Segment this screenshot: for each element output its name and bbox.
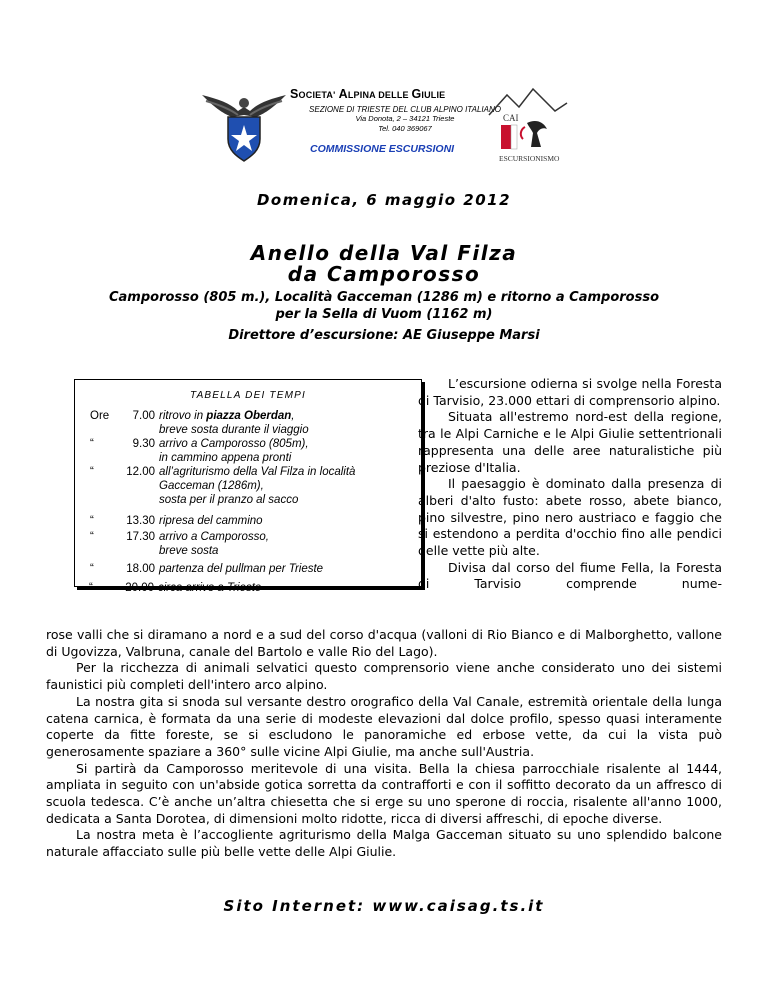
- website-link[interactable]: Sito Internet: www.caisag.ts.it: [223, 897, 545, 915]
- body-paragraph: Situata all'estremo nord-est della regione, tra le Alpi Carniche e le Alpi Giulie settentrionali rappresenta una delle aree naturalistiche più preziose d'Italia.: [418, 409, 722, 475]
- schedule-desc: all’agriturismo della Val Filza in località Gacceman (1286m), sosta per il pranzo al sacco: [159, 466, 356, 506]
- title-line-2: da Camporosso: [287, 262, 481, 286]
- excursion-title: [0, 243, 768, 285]
- title-line-1: Anello della Val Filza: [250, 241, 518, 265]
- body-right-column: [418, 376, 722, 593]
- schedule-time: 13.30: [126, 515, 155, 527]
- schedule-table: [74, 379, 422, 587]
- schedule-desc: ripresa del cammino: [159, 515, 263, 527]
- schedule-desc: partenza del pullman per Trieste: [159, 563, 324, 575]
- schedule-time: 17.30: [126, 531, 155, 543]
- organization-name: SOCIETA' ALPINA DELLE GIULIE: [290, 87, 446, 101]
- schedule-time: 7.00: [132, 410, 155, 422]
- logo-escursionismo-text: ESCURSIONISMO: [499, 154, 560, 163]
- route-line-2: per la Sella di Vuom (1162 m): [275, 307, 493, 322]
- schedule-desc: ritrovo in piazza Oberdan, breve sosta durante il viaggio: [159, 410, 309, 436]
- organization-phone: Tel. 040 369067: [378, 123, 432, 133]
- schedule-label: “: [90, 515, 94, 527]
- route-line-1: Camporosso (805 m.), Località Gacceman (1286 m) e ritorno a Camporosso: [108, 290, 660, 305]
- body-paragraph: Divisa dal corso del fiume Fella, la Foresta di Tarvisio comprende nume-: [418, 559, 722, 592]
- schedule-label: “: [90, 438, 94, 450]
- body-paragraph: L’escursione odierna si svolge nella Foresta di Tarvisio, 23.000 ettari di comprensorio alpino.: [418, 376, 722, 408]
- body-paragraph: Il paesaggio è dominato dalla presenza di alberi d'alto fusto: abete rosso, abete bianco, pino silvestre, pino nero austriaco e faggio che si estendono a perdita d'occhio fino alle pendici delle vette più alte.: [418, 476, 722, 559]
- schedule-time: 9.30: [132, 438, 155, 450]
- body-full-width: [46, 627, 722, 861]
- schedule-time: 12.00: [126, 466, 155, 478]
- schedule-label: “: [89, 582, 93, 594]
- body-paragraph: La nostra gita si snoda sul versante destro orografico della Val Canale, estremità orientale della lunga catena carnica, è formata da una serie di modeste elevazioni dal dolce profilo, spesso quasi interamente coperte da fitte foreste, se si escludono le panoramiche ed erbose vette, da cui la vista può generosamente spaziare a 360° sulle vicine Alpi Giulie, ma anche sull'Austria.: [46, 693, 722, 759]
- event-date: Domenica, 6 maggio 2012: [256, 191, 512, 209]
- commission-name: COMMISSIONE ESCURSIONI: [310, 143, 455, 155]
- schedule-desc: arrivo a Camporosso (805m), in cammino appena pronti: [159, 438, 309, 464]
- schedule-label: Ore: [90, 410, 110, 422]
- logo-cai-text: CAI: [503, 113, 519, 123]
- schedule-label: “: [90, 466, 94, 478]
- body-paragraph: La nostra meta è l’accogliente agriturismo della Malga Gacceman situato su uno splendido balcone naturale affacciato sulle più belle vette delle Alpi Giulie.: [46, 827, 722, 860]
- body-paragraph: Si partirà da Camporosso meritevole di una visita. Bella la chiesa parrocchiale risalente al 1444, ampliata in seguito con un'abside gotica sorretta da contrafforti e con il soffitto decorato da un affresco di scuola tedesca. C’è anche un’altra chiesetta che si erge su uno sperone di roccia, risalente all'anno 1000, dedicata a Santa Dorotea, di dimensioni molto ridotte, ricca di diversi affreschi, di epoche diverse.: [46, 760, 722, 826]
- schedule-time: 18.00: [126, 563, 155, 575]
- schedule-desc: circa arrivo a Trieste: [158, 582, 262, 594]
- body-paragraph: rose valli che si diramano a nord e a sud del corso d'acqua (valloni di Rio Bianco e di Malborghetto, vallone di Ugovizza, Valbruna, canale del Bartolo e valle Rio del Lago).: [46, 627, 722, 659]
- organization-section: SEZIONE DI TRIESTE DEL CLUB ALPINO ITALIANO: [309, 105, 501, 114]
- schedule-time: 20.00: [125, 582, 154, 594]
- body-paragraph: Per la ricchezza di animali selvatici questo comprensorio viene anche considerato uno dei sistemi faunistici più completi dell'intero arco alpino.: [46, 660, 722, 693]
- excursion-director: Direttore d’escursione: AE Giuseppe Marsi: [228, 328, 540, 343]
- escursionismo-logo-icon: [485, 85, 570, 163]
- schedule-label: “: [90, 563, 94, 575]
- schedule-title: TABELLA DEI TEMPI: [190, 390, 306, 401]
- organization-address: Via Donota, 2 – 34121 Trieste: [355, 114, 455, 123]
- route-description: [0, 289, 768, 323]
- schedule-label: “: [90, 531, 94, 543]
- schedule-desc: arrivo a Camporosso, breve sosta: [159, 531, 269, 557]
- letterhead: [200, 85, 570, 165]
- cai-eagle-logo-icon: [200, 85, 288, 163]
